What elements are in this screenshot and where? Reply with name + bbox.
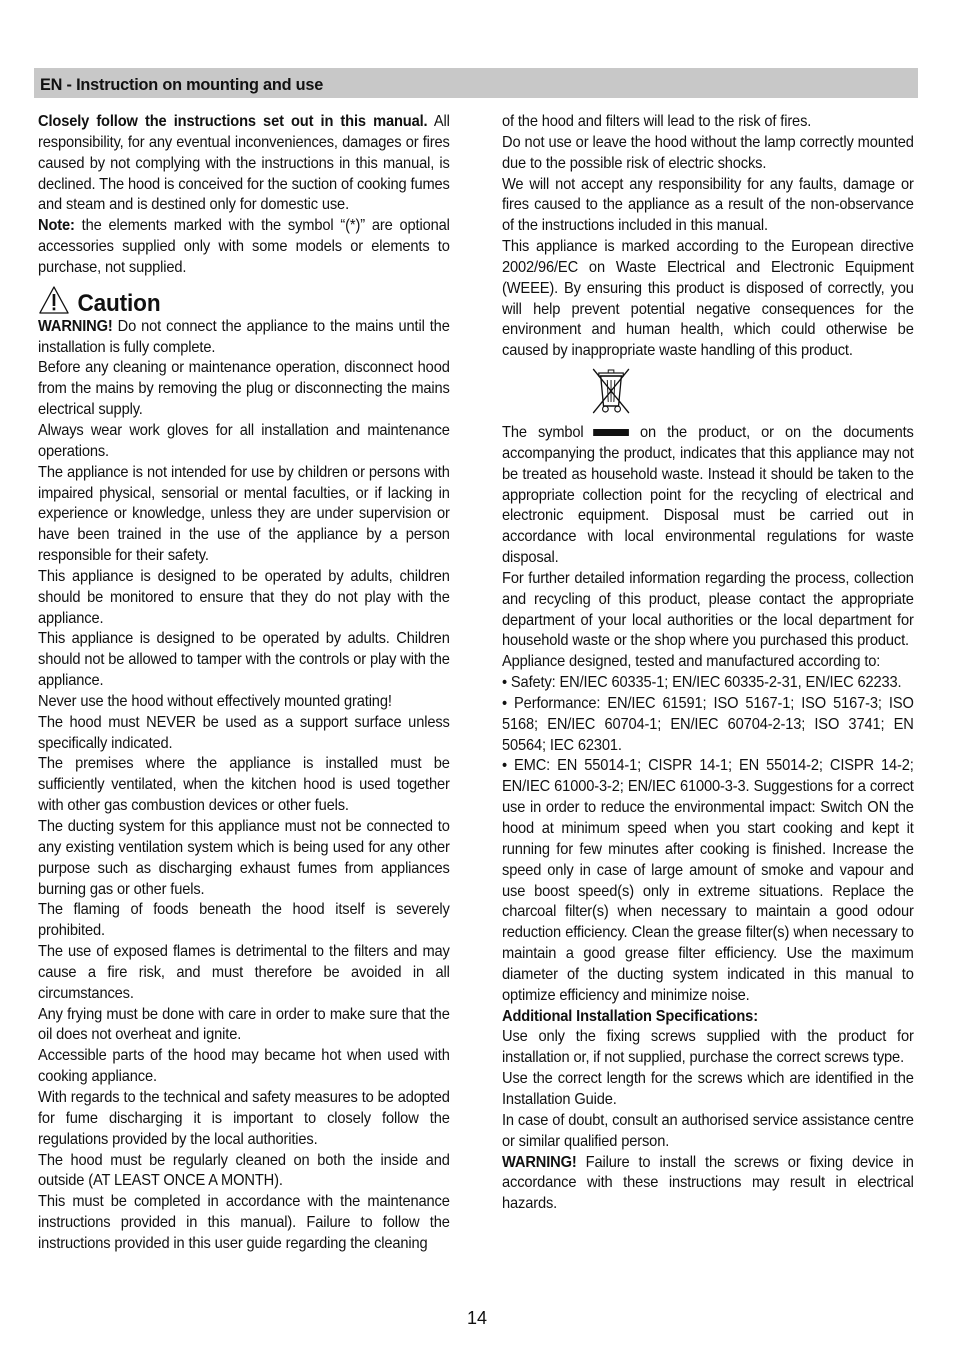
warning-paragraph [38,317,450,359]
left-paragraph: The premises where the appliance is installed must be sufficiently ventilated, when the kitchen hood is used together with other gas combustion devices or other fuels. [38,755,450,815]
left-paragraph: Never use the hood without effectively mounted grating! [38,692,392,710]
warning-text: Do not connect the appliance to the mains until the installation is fully complete. [38,317,450,356]
crossed-bin-icon [588,366,633,416]
left-paragraph: The hood must NEVER be used as a support surface unless specifically indicated. [38,713,450,752]
standards-performance: • Performance: EN/IEC 61591; ISO 5167-1; ISO 5167-3; ISO 5168; EN/IEC 60704-1; EN/IEC 60704-2-13; ISO 3741; EN 50564; IEC 62301. [502,694,914,754]
left-paragraph: This must be completed in accordance with the maintenance instructions provided in this manual). Failure to follow the instructions provided in this user guide regarding the cleaning [38,1193,450,1252]
final-warning-text: Failure to install the screws or fixing device in accordance with these instructions may result in electrical hazards. [502,1153,914,1213]
left-paragraph: This appliance is designed to be operated by adults. Children should not be allowed to tamper with the controls or play with the appliance. [38,630,450,690]
warning-label: WARNING! [38,317,113,335]
note-paragraph [38,216,450,279]
caution-heading [38,281,450,317]
left-paragraph: Accessible parts of the hood may became hot when used with cooking appliance. [38,1047,450,1086]
right-paragraph: We will not accept any responsibility for any faults, damage or fires caused to the appliance as a result of the non-observance of the instructions included in this manual. [502,175,914,235]
symbol-paragraph [502,423,914,569]
additional-heading-text: Additional Installation Specifications: [502,1007,758,1025]
left-column [38,112,450,1255]
right-paragraph: For further detailed information regarding the process, collection and recycling of this product, please contact the appropriate department of your local authorities or the local department for household waste or the shop where you purchased this product. [502,569,914,650]
right-paragraph: Appliance designed, tested and manufactured according to: [502,653,881,671]
symbol-bar-icon [593,429,629,436]
caution-title: Caution [77,289,161,317]
right-paragraph: of the hood and filters will lead to the risk of fires. [502,113,812,130]
right-paragraph: Do not use or leave the hood without the lamp correctly mounted due to the possible risk of electric shocks. [502,133,914,172]
right-paragraph: Use only the fixing screws supplied with the product for installation or, if not supplied, purchase the correct screws type. [502,1028,914,1067]
left-paragraph: The use of exposed flames is detrimental to the filters and may cause a fire risk, and must therefore be avoided in all circumstances. [38,943,450,1002]
warning-triangle-icon [38,285,70,315]
left-paragraph: This appliance is designed to be operated by adults, children should be monitored to ensure that they do not play with the appliance. [38,567,450,627]
symbol-prefix: The symbol [502,423,584,441]
right-paragraph: This appliance is marked according to the European directive 2002/96/EC on Waste Electrical and Electronic Equipment (WEEE). By ensuring this product is disposed of correctly, you will help prevent potential negative consequences for the environment and human health, which could otherwise be caused by inappropriate waste handling of this product. [502,238,914,360]
standards-emc: • EMC: EN 55014-1; CISPR 14-1; EN 55014-2; CISPR 14-2; EN/IEC 61000-3-2; EN/IEC 61000-3-3. Suggestions for a correct use in order to reduce the environmental impact: Switch ON the hood at minimum speed when you start cooking and kept it running for few minutes after cooking is finished. Increase the speed only in case of large amount of smoke and vapour and use boost speed(s) only in extreme situations. Replace the charcoal filter(s) when necessary to maintain a good odour reduction efficiency. Clean the grease filter(s) when necessary to maintain a good grease filter efficiency. Use the maximum diameter of the ducting system indicated in this manual to optimize efficiency and minimize noise. [502,757,914,1004]
section-header: EN - Instruction on mounting and use [34,68,918,98]
left-paragraph: Always wear work gloves for all installation and maintenance operations. [38,421,450,460]
right-paragraph: In case of doubt, consult an authorised service assistance centre or similar qualified person. [502,1111,914,1150]
left-paragraph: The appliance is not intended for use by children or persons with impaired physical, sensorial or mental faculties, or if lacking in experience or knowledge, unless they are under supervision or have been trained in the use of the appliance by a person responsible for their safety. [38,463,450,565]
note-label: Note: [38,217,75,235]
left-paragraph: The ducting system for this appliance must not be connected to any existing ventilation system which is being used for any other purpose such as discharging exhaust fumes from appliances burning gas or other fuels. [38,818,450,898]
intro-bold: Closely follow the instructions set out in this manual. [38,113,428,130]
final-warning-paragraph [502,1153,914,1216]
symbol-text: on the product, or on the documents accompanying the product, indicates that this appliance may not be treated as household waste. Instead it should be taken to the appropriate collection point for the recycling of electrical and electronic equipment. Disposal must be carried out in accordance with local environmental regulations for waste disposal. [502,423,914,567]
right-paragraph: Use the correct length for the screws which are identified in the Installation Guide. [502,1070,914,1108]
final-warning-label: WARNING! [502,1153,577,1171]
intro-paragraph [38,112,450,216]
left-paragraph: With regards to the technical and safety measures to be adopted for fume discharging it is important to closely follow the regulations provided by the local authorities. [38,1088,450,1148]
note-text: the elements marked with the symbol “(*)” are optional accessories supplied only with some models or elements to purchase, not supplied. [38,217,450,276]
left-paragraph: Before any cleaning or maintenance operation, disconnect hood from the mains by removing the plug or disconnecting the mains electrical supply. [38,359,450,419]
left-paragraph: Any frying must be done with care in order to make sure that the oil does not overheat and ignite. [38,1005,450,1044]
standards-safety: • Safety: EN/IEC 60335-1; EN/IEC 60335-2-31, EN/IEC 62233. [502,674,902,692]
left-paragraph: The flaming of foods beneath the hood itself is severely prohibited. [38,901,450,940]
intro-text: All responsibility, for any eventual inconveniences, damages or fires caused by not complying with the instructions in this manual, is declined. The hood is conceived for the suction of cooking fumes and steam and is destined only for domestic use. [38,113,450,214]
page-number: 14 [466,1308,488,1328]
right-column [502,112,914,1215]
left-paragraph: The hood must be regularly cleaned on both the inside and outside (AT LEAST ONCE A MONTH). [38,1151,450,1190]
additional-heading [502,1007,914,1028]
